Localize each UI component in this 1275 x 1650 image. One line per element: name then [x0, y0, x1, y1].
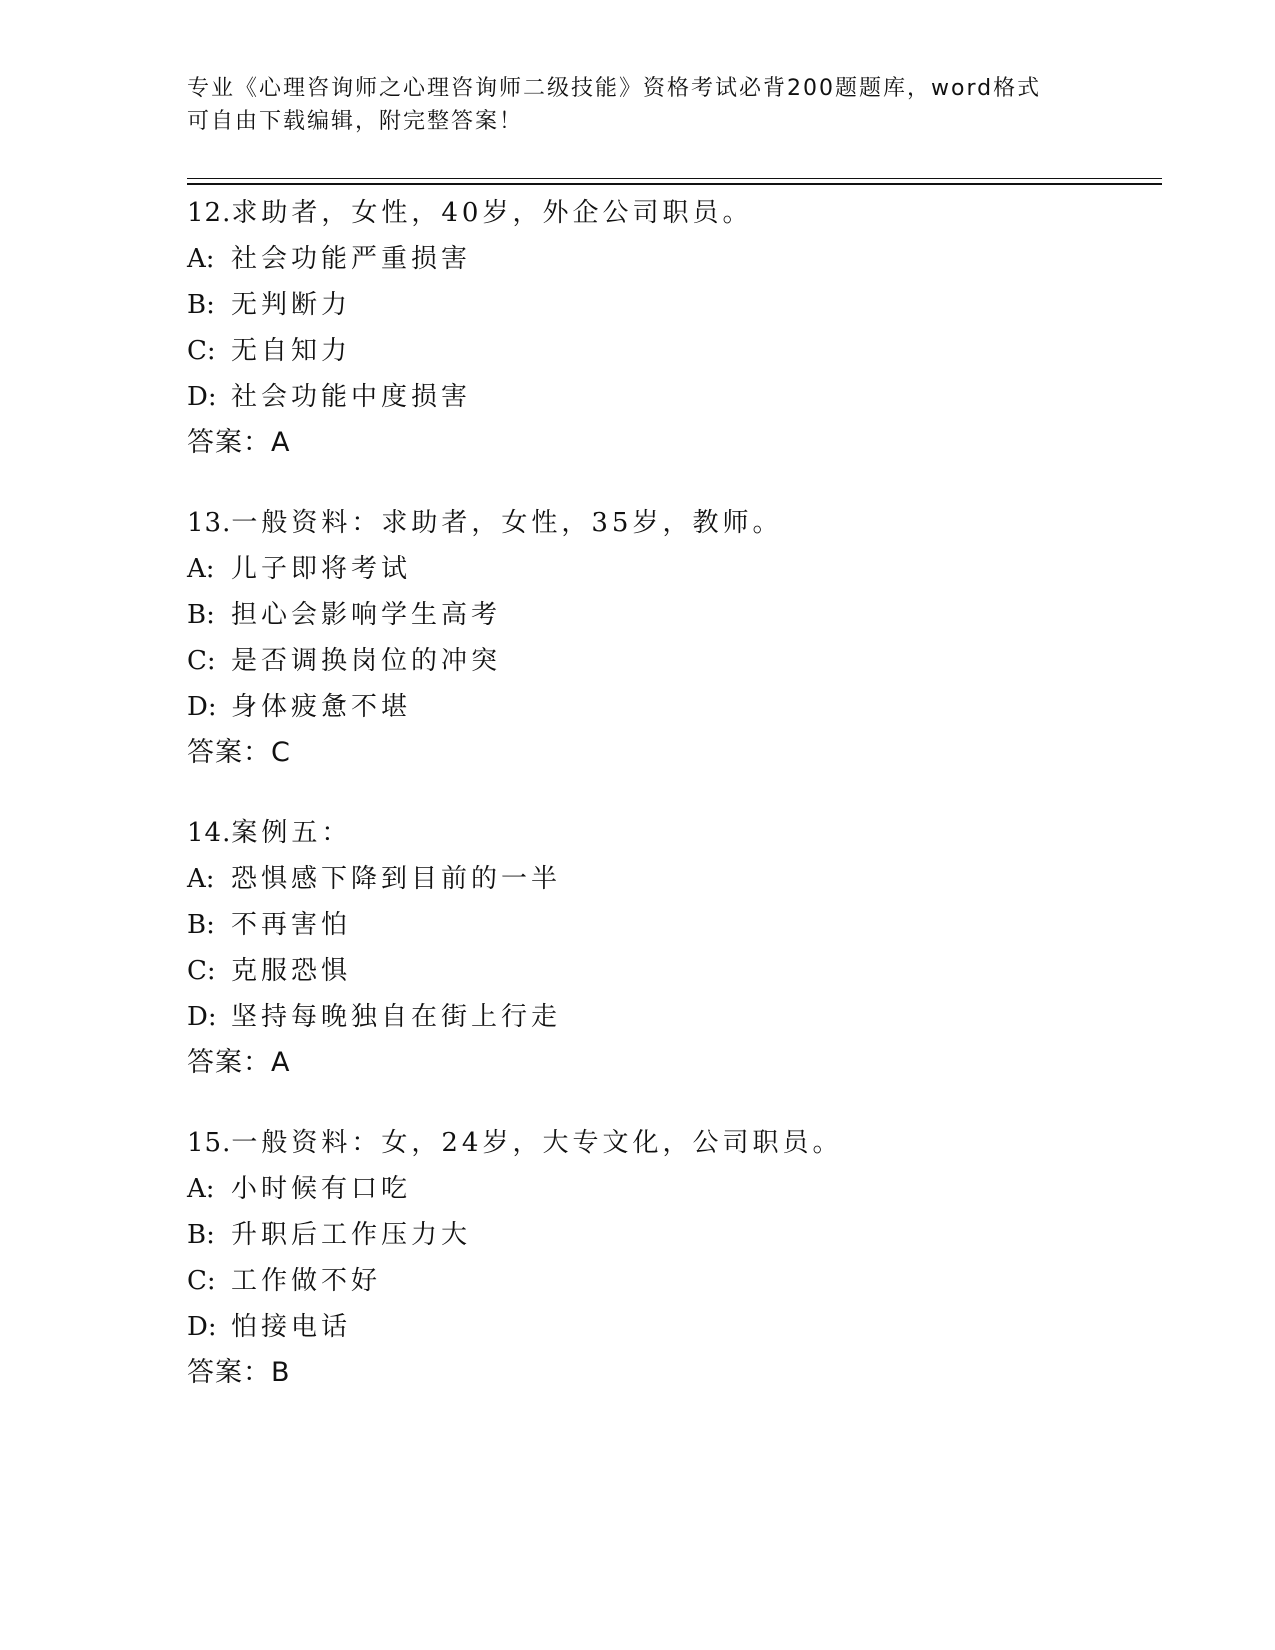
- header-divider-bottom: [187, 183, 1162, 185]
- answer-value: A: [271, 427, 291, 458]
- header-line-1: 专业《心理咨询师之心理咨询师二级技能》资格考试必背200题题库，word格式: [187, 76, 1042, 101]
- option-text: 身体疲惫不堪: [231, 692, 412, 722]
- answer-line: [187, 1040, 1167, 1086]
- option-text: 不再害怕: [231, 910, 352, 940]
- question-12: [187, 190, 1167, 466]
- option-key: D:: [187, 692, 217, 722]
- option-c: [187, 328, 1167, 374]
- option-text: 担心会影响学生高考: [231, 600, 502, 630]
- header-line-2: 可自由下载编辑，附完整答案！: [187, 109, 524, 134]
- question-stem: [187, 190, 1167, 236]
- answer-label: 答案：: [187, 1357, 271, 1388]
- option-d: [187, 374, 1167, 420]
- option-key: B:: [187, 600, 215, 630]
- answer-value: A: [271, 1047, 291, 1078]
- option-text: 社会功能严重损害: [231, 244, 472, 274]
- answer-value: C: [271, 737, 291, 768]
- option-key: B:: [187, 910, 215, 940]
- answer-label: 答案：: [187, 1047, 271, 1078]
- option-text: 是否调换岗位的冲突: [231, 646, 502, 676]
- question-14: [187, 810, 1167, 1086]
- option-c: [187, 1258, 1167, 1304]
- question-text: 一般资料：求助者，女性，35岁，教师。: [231, 508, 783, 538]
- question-15: [187, 1120, 1167, 1396]
- option-b: [187, 902, 1167, 948]
- question-text: 求助者，女性，40岁，外企公司职员。: [231, 198, 753, 228]
- option-key: C:: [187, 646, 216, 676]
- option-d: [187, 1304, 1167, 1350]
- question-text: 一般资料：女，24岁，大专文化，公司职员。: [231, 1128, 843, 1158]
- option-text: 小时候有口吃: [231, 1174, 412, 1204]
- option-text: 升职后工作压力大: [231, 1220, 472, 1250]
- question-number: 15.: [187, 1128, 232, 1158]
- option-text: 克服恐惧: [231, 956, 352, 986]
- question-text: 案例五：: [231, 818, 352, 848]
- option-text: 儿子即将考试: [231, 554, 412, 584]
- answer-label: 答案：: [187, 427, 271, 458]
- option-key: C:: [187, 336, 216, 366]
- question-list: [187, 190, 1167, 1430]
- answer-line: [187, 1350, 1167, 1396]
- option-b: [187, 1212, 1167, 1258]
- option-key: C:: [187, 1266, 216, 1296]
- question-stem: [187, 1120, 1167, 1166]
- question-number: 14.: [187, 818, 232, 848]
- question-stem: [187, 810, 1167, 856]
- option-c: [187, 638, 1167, 684]
- option-key: A:: [187, 864, 215, 894]
- option-a: [187, 546, 1167, 592]
- answer-label: 答案：: [187, 737, 271, 768]
- question-number: 13.: [187, 508, 232, 538]
- option-text: 怕接电话: [231, 1312, 352, 1342]
- option-text: 无自知力: [231, 336, 352, 366]
- option-key: B:: [187, 290, 215, 320]
- option-text: 坚持每晚独自在街上行走: [231, 1002, 562, 1032]
- question-stem: [187, 500, 1167, 546]
- option-key: C:: [187, 956, 216, 986]
- option-c: [187, 948, 1167, 994]
- answer-value: B: [271, 1357, 291, 1388]
- answer-line: [187, 730, 1167, 776]
- option-b: [187, 282, 1167, 328]
- option-key: D:: [187, 1002, 217, 1032]
- option-text: 恐惧感下降到目前的一半: [231, 864, 562, 894]
- option-text: 无判断力: [231, 290, 352, 320]
- option-a: [187, 856, 1167, 902]
- answer-line: [187, 420, 1167, 466]
- option-b: [187, 592, 1167, 638]
- question-number: 12.: [187, 198, 232, 228]
- option-text: 社会功能中度损害: [231, 382, 472, 412]
- option-key: D:: [187, 382, 217, 412]
- option-d: [187, 684, 1167, 730]
- option-key: A:: [187, 244, 215, 274]
- option-key: A:: [187, 554, 215, 584]
- option-key: B:: [187, 1220, 215, 1250]
- header-divider-top: [187, 178, 1162, 179]
- option-a: [187, 1166, 1167, 1212]
- document-header: [187, 72, 1087, 138]
- option-text: 工作做不好: [231, 1266, 382, 1296]
- option-key: A:: [187, 1174, 215, 1204]
- option-d: [187, 994, 1167, 1040]
- option-key: D:: [187, 1312, 217, 1342]
- option-a: [187, 236, 1167, 282]
- question-13: [187, 500, 1167, 776]
